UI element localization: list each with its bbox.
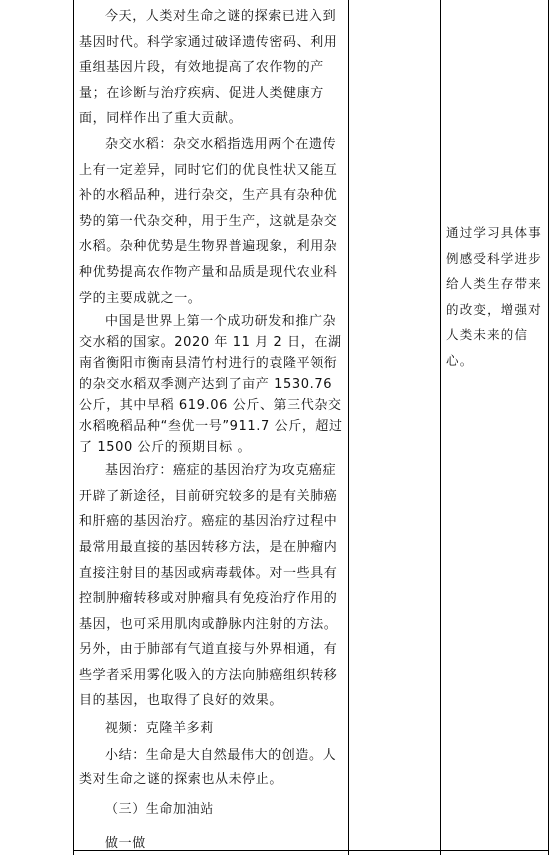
video-line: 视频：克隆羊多莉 <box>105 721 214 737</box>
hybrid-rice-paragraph: 杂交水稻：杂交水稻指选用两个在遗传上有一定差异，同时它们的优良性状又能互补的水稻品种，进行杂交，生产具有杂种优势的第一代杂交种，用于生产，这就是杂交水稻。杂种优势是生物界普遍现象，利用杂种优势提高农作物产量和品质是现代农业科学的主要成就之一。 <box>79 136 338 306</box>
section-heading: （三）生命加油站 <box>105 801 214 817</box>
activity-line: 做一做 <box>105 836 146 852</box>
summary-paragraph: 小结：生命是大自然最伟大的创造。人类对生命之谜的探索也从未停止。 <box>79 747 337 787</box>
table-border-left <box>73 0 74 855</box>
table-border-column-divider-2 <box>440 0 441 855</box>
design-intent-text: 通过学习具体事例感受科学进步给人类生存带来的改变，增强对人类未来的信心。 <box>446 225 542 368</box>
gene-therapy-paragraph: 基因治疗：癌症的基因治疗为攻克癌症开辟了新途径，目前研究较多的是有关肺癌和肝癌的基因治疗。癌症的基因治疗过程中最常用最直接的基因转移方法，是在肿瘤内直接注射目的基因或病毒载体。对一些具有控制肿瘤转移或对肿瘤具有免疫治疗作用的基因，也可采用肌肉或静脉内注射的方法。另外，由于肺部有气道直接与外界相通，有些学者采用雾化吸入的方法向肺癌组织转移目的基因，也取得了良好的效果。 <box>79 463 338 709</box>
teaching-content-cell <box>79 4 345 857</box>
table-border-right <box>548 0 549 855</box>
intro-paragraph: 今天，人类对生命之谜的探索已进入到基因时代。科学家通过破译遗传密码、利用重组基因片段，有效地提高了农作物的产量；在诊断与治疗疾病、促进人类健康方面，同样作出了重大贡献。 <box>79 9 338 127</box>
design-intent-cell <box>446 220 544 373</box>
table-border-column-divider <box>348 0 349 855</box>
china-rice-paragraph: 中国是世界上第一个成功研发和推广杂交水稻的国家。2020 年 11 月 2 日，在湖南省衡阳市衡南县清竹村进行的袁隆平领衔的杂交水稻双季测产达到了亩产 1530.76 公斤，其中早稻 619.06 公斤、第三代杂交水稻晚稻品种“叁优一号”911.7 公斤，超过了 1500 公斤的预期目标 。 <box>79 314 343 456</box>
